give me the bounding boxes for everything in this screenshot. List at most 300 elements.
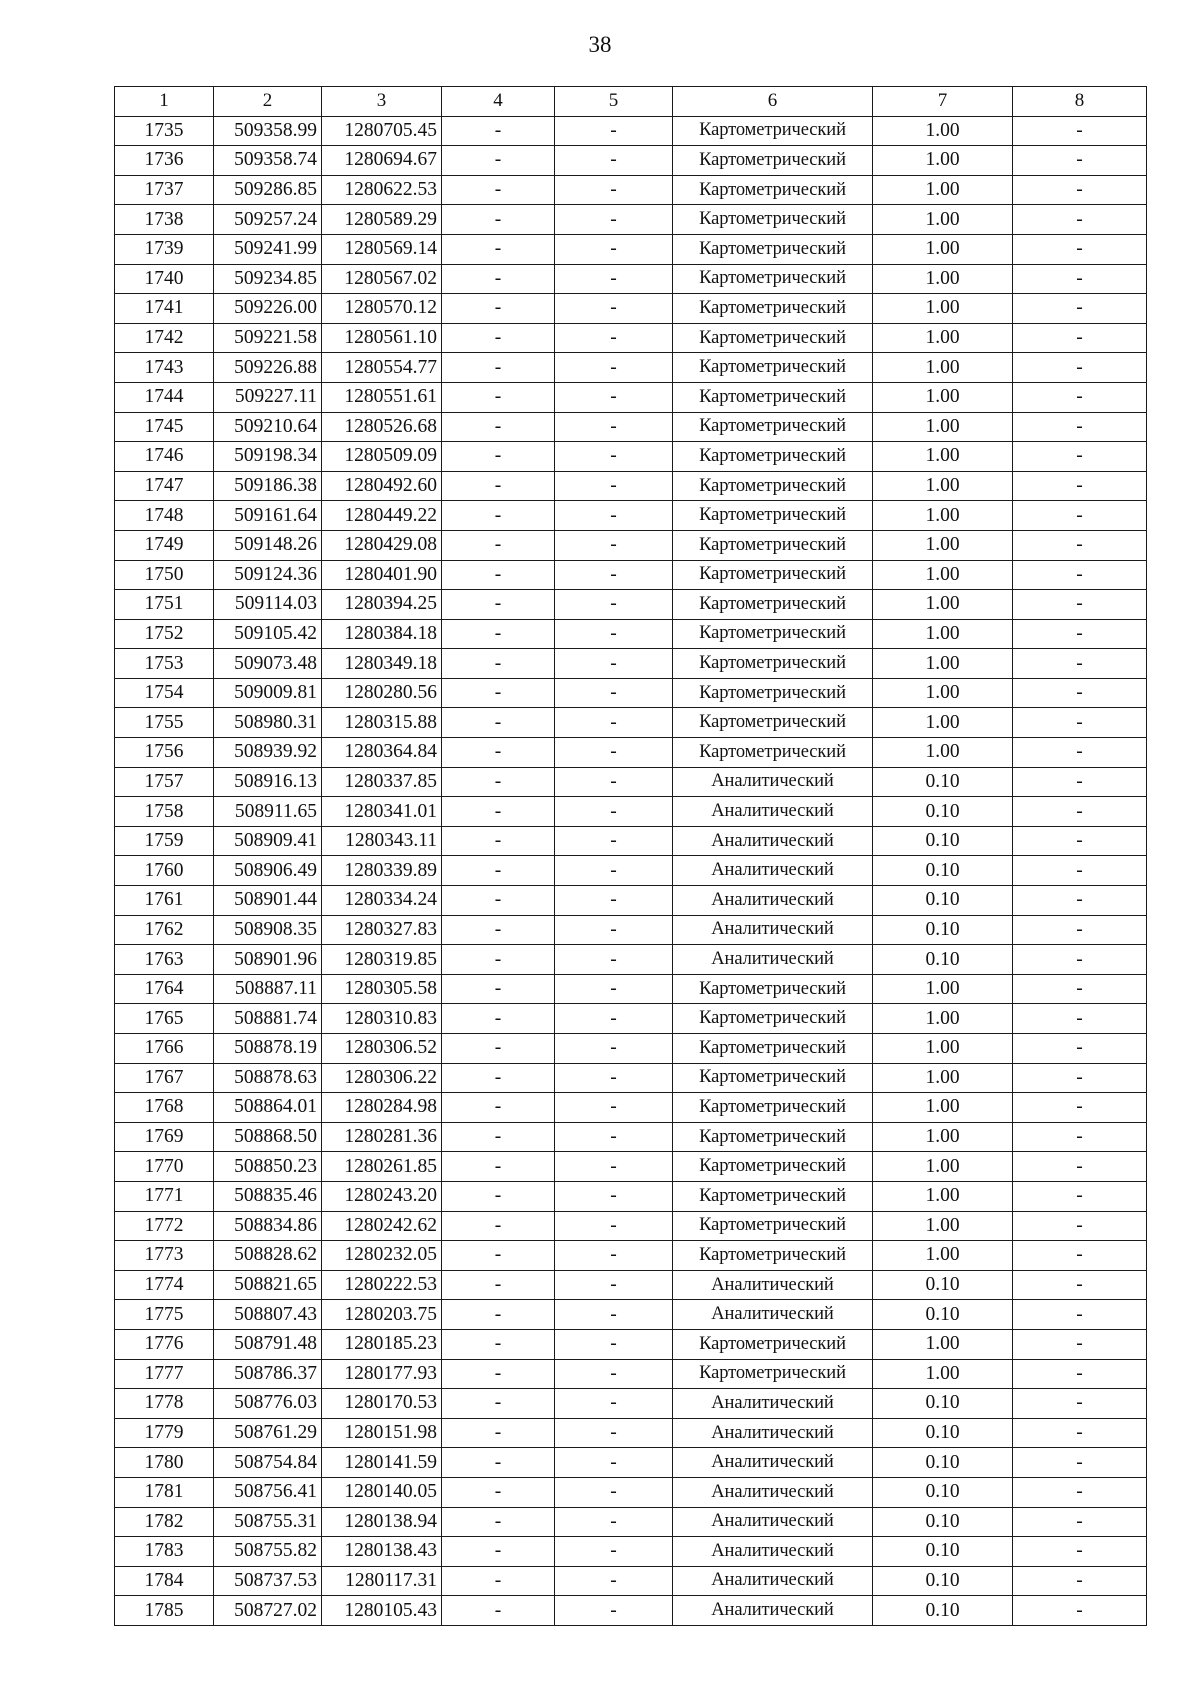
accuracy-cell: 1.00 [873, 323, 1013, 353]
col8-cell: - [1013, 175, 1147, 205]
x-coordinate-cell: 508901.44 [214, 886, 322, 916]
point-number-cell: 1758 [115, 797, 214, 827]
method-cell: Картометрический [673, 1152, 873, 1182]
y-coordinate-cell: 1280622.53 [322, 175, 442, 205]
accuracy-cell: 0.10 [873, 915, 1013, 945]
y-coordinate-cell: 1280526.68 [322, 412, 442, 442]
y-coordinate-cell: 1280339.89 [322, 856, 442, 886]
y-coordinate-cell: 1280561.10 [322, 323, 442, 353]
table-row [115, 1063, 1147, 1093]
accuracy-cell: 1.00 [873, 1211, 1013, 1241]
accuracy-cell: 1.00 [873, 560, 1013, 590]
y-coordinate-cell: 1280337.85 [322, 767, 442, 797]
col4-cell: - [442, 856, 555, 886]
col5-cell: - [555, 1004, 673, 1034]
x-coordinate-cell: 508850.23 [214, 1152, 322, 1182]
x-coordinate-cell: 509198.34 [214, 442, 322, 472]
x-coordinate-cell: 508807.43 [214, 1300, 322, 1330]
table-row [115, 974, 1147, 1004]
accuracy-cell: 0.10 [873, 1477, 1013, 1507]
point-number-cell: 1783 [115, 1537, 214, 1567]
col4-cell: - [442, 1063, 555, 1093]
col4-cell: - [442, 442, 555, 472]
col8-cell: - [1013, 974, 1147, 1004]
point-number-cell: 1752 [115, 619, 214, 649]
col8-cell: - [1013, 826, 1147, 856]
accuracy-cell: 1.00 [873, 1359, 1013, 1389]
table-row [115, 649, 1147, 679]
col8-cell: - [1013, 1063, 1147, 1093]
point-number-cell: 1772 [115, 1211, 214, 1241]
col8-cell: - [1013, 678, 1147, 708]
col5-cell: - [555, 412, 673, 442]
col5-cell: - [555, 116, 673, 146]
accuracy-cell: 1.00 [873, 442, 1013, 472]
method-cell: Картометрический [673, 708, 873, 738]
col4-cell: - [442, 826, 555, 856]
y-coordinate-cell: 1280177.93 [322, 1359, 442, 1389]
accuracy-cell: 1.00 [873, 590, 1013, 620]
col5-cell: - [555, 767, 673, 797]
col8-cell: - [1013, 382, 1147, 412]
y-coordinate-cell: 1280570.12 [322, 294, 442, 324]
col8-cell: - [1013, 1507, 1147, 1537]
method-cell: Картометрический [673, 1122, 873, 1152]
point-number-cell: 1762 [115, 915, 214, 945]
y-coordinate-cell: 1280319.85 [322, 945, 442, 975]
col5-cell: - [555, 1418, 673, 1448]
method-cell: Картометрический [673, 678, 873, 708]
point-number-cell: 1775 [115, 1300, 214, 1330]
col4-cell: - [442, 1537, 555, 1567]
x-coordinate-cell: 509161.64 [214, 501, 322, 531]
col8-cell: - [1013, 353, 1147, 383]
x-coordinate-cell: 508887.11 [214, 974, 322, 1004]
y-coordinate-cell: 1280306.22 [322, 1063, 442, 1093]
x-coordinate-cell: 509358.74 [214, 146, 322, 176]
col8-cell: - [1013, 590, 1147, 620]
col4-cell: - [442, 649, 555, 679]
point-number-cell: 1771 [115, 1181, 214, 1211]
table-row [115, 1093, 1147, 1123]
y-coordinate-cell: 1280170.53 [322, 1389, 442, 1419]
method-cell: Картометрический [673, 1004, 873, 1034]
method-cell: Аналитический [673, 1389, 873, 1419]
method-cell: Аналитический [673, 1596, 873, 1626]
column-header: 7 [873, 87, 1013, 117]
col4-cell: - [442, 915, 555, 945]
page-number: 38 [588, 32, 612, 57]
table-row [115, 1596, 1147, 1626]
col5-cell: - [555, 590, 673, 620]
col5-cell: - [555, 974, 673, 1004]
col8-cell: - [1013, 797, 1147, 827]
table-row [115, 1537, 1147, 1567]
accuracy-cell: 1.00 [873, 501, 1013, 531]
y-coordinate-cell: 1280429.08 [322, 530, 442, 560]
table-row [115, 1034, 1147, 1064]
x-coordinate-cell: 508791.48 [214, 1329, 322, 1359]
y-coordinate-cell: 1280232.05 [322, 1241, 442, 1271]
y-coordinate-cell: 1280343.11 [322, 826, 442, 856]
col5-cell: - [555, 1448, 673, 1478]
accuracy-cell: 0.10 [873, 1300, 1013, 1330]
y-coordinate-cell: 1280364.84 [322, 738, 442, 768]
method-cell: Картометрический [673, 382, 873, 412]
col5-cell: - [555, 1507, 673, 1537]
col8-cell: - [1013, 560, 1147, 590]
col5-cell: - [555, 560, 673, 590]
col4-cell: - [442, 560, 555, 590]
accuracy-cell: 1.00 [873, 1034, 1013, 1064]
accuracy-cell: 1.00 [873, 412, 1013, 442]
col5-cell: - [555, 1122, 673, 1152]
y-coordinate-cell: 1280243.20 [322, 1181, 442, 1211]
x-coordinate-cell: 508878.19 [214, 1034, 322, 1064]
point-number-cell: 1740 [115, 264, 214, 294]
table-row [115, 1507, 1147, 1537]
col4-cell: - [442, 590, 555, 620]
table-row [115, 945, 1147, 975]
x-coordinate-cell: 508916.13 [214, 767, 322, 797]
x-coordinate-cell: 509073.48 [214, 649, 322, 679]
col5-cell: - [555, 1270, 673, 1300]
point-number-cell: 1747 [115, 471, 214, 501]
accuracy-cell: 1.00 [873, 116, 1013, 146]
col5-cell: - [555, 1093, 673, 1123]
point-number-cell: 1782 [115, 1507, 214, 1537]
col8-cell: - [1013, 530, 1147, 560]
col4-cell: - [442, 797, 555, 827]
col4-cell: - [442, 412, 555, 442]
accuracy-cell: 1.00 [873, 974, 1013, 1004]
x-coordinate-cell: 508821.65 [214, 1270, 322, 1300]
col5-cell: - [555, 1181, 673, 1211]
accuracy-cell: 1.00 [873, 1241, 1013, 1271]
col8-cell: - [1013, 294, 1147, 324]
point-number-cell: 1757 [115, 767, 214, 797]
col5-cell: - [555, 619, 673, 649]
col4-cell: - [442, 1418, 555, 1448]
column-header: 3 [322, 87, 442, 117]
table-row [115, 471, 1147, 501]
y-coordinate-cell: 1280281.36 [322, 1122, 442, 1152]
col5-cell: - [555, 797, 673, 827]
col8-cell: - [1013, 264, 1147, 294]
table-row [115, 116, 1147, 146]
y-coordinate-cell: 1280509.09 [322, 442, 442, 472]
point-number-cell: 1765 [115, 1004, 214, 1034]
col4-cell: - [442, 619, 555, 649]
method-cell: Картометрический [673, 294, 873, 324]
col5-cell: - [555, 1063, 673, 1093]
method-cell: Картометрический [673, 560, 873, 590]
y-coordinate-cell: 1280327.83 [322, 915, 442, 945]
column-header: 1 [115, 87, 214, 117]
column-header: 6 [673, 87, 873, 117]
col4-cell: - [442, 471, 555, 501]
point-number-cell: 1776 [115, 1329, 214, 1359]
table-row [115, 234, 1147, 264]
col4-cell: - [442, 1004, 555, 1034]
point-number-cell: 1764 [115, 974, 214, 1004]
table-row [115, 1181, 1147, 1211]
col8-cell: - [1013, 1211, 1147, 1241]
col8-cell: - [1013, 1241, 1147, 1271]
table-row [115, 1152, 1147, 1182]
col5-cell: - [555, 1241, 673, 1271]
x-coordinate-cell: 509009.81 [214, 678, 322, 708]
col4-cell: - [442, 1448, 555, 1478]
col5-cell: - [555, 678, 673, 708]
x-coordinate-cell: 508911.65 [214, 797, 322, 827]
method-cell: Картометрический [673, 1093, 873, 1123]
table-row [115, 442, 1147, 472]
x-coordinate-cell: 508901.96 [214, 945, 322, 975]
col4-cell: - [442, 530, 555, 560]
col4-cell: - [442, 1300, 555, 1330]
y-coordinate-cell: 1280138.94 [322, 1507, 442, 1537]
col8-cell: - [1013, 767, 1147, 797]
table-row [115, 826, 1147, 856]
x-coordinate-cell: 508755.31 [214, 1507, 322, 1537]
col8-cell: - [1013, 1596, 1147, 1626]
point-number-cell: 1754 [115, 678, 214, 708]
table-row [115, 797, 1147, 827]
col8-cell: - [1013, 1152, 1147, 1182]
method-cell: Аналитический [673, 945, 873, 975]
point-number-cell: 1774 [115, 1270, 214, 1300]
x-coordinate-cell: 509124.36 [214, 560, 322, 590]
col5-cell: - [555, 1359, 673, 1389]
table-row [115, 382, 1147, 412]
accuracy-cell: 1.00 [873, 1122, 1013, 1152]
table-row [115, 1211, 1147, 1241]
accuracy-cell: 1.00 [873, 649, 1013, 679]
accuracy-cell: 0.10 [873, 1448, 1013, 1478]
point-number-cell: 1746 [115, 442, 214, 472]
col8-cell: - [1013, 1181, 1147, 1211]
point-number-cell: 1769 [115, 1122, 214, 1152]
col8-cell: - [1013, 1537, 1147, 1567]
y-coordinate-cell: 1280394.25 [322, 590, 442, 620]
table-row [115, 1448, 1147, 1478]
point-number-cell: 1756 [115, 738, 214, 768]
x-coordinate-cell: 508755.82 [214, 1537, 322, 1567]
col4-cell: - [442, 1596, 555, 1626]
method-cell: Аналитический [673, 1537, 873, 1567]
col5-cell: - [555, 1537, 673, 1567]
y-coordinate-cell: 1280567.02 [322, 264, 442, 294]
x-coordinate-cell: 509241.99 [214, 234, 322, 264]
point-number-cell: 1759 [115, 826, 214, 856]
y-coordinate-cell: 1280341.01 [322, 797, 442, 827]
x-coordinate-cell: 508908.35 [214, 915, 322, 945]
accuracy-cell: 1.00 [873, 1004, 1013, 1034]
col5-cell: - [555, 1477, 673, 1507]
col5-cell: - [555, 1211, 673, 1241]
table-row [115, 1359, 1147, 1389]
method-cell: Картометрический [673, 501, 873, 531]
accuracy-cell: 0.10 [873, 826, 1013, 856]
accuracy-cell: 1.00 [873, 678, 1013, 708]
point-number-cell: 1745 [115, 412, 214, 442]
x-coordinate-cell: 508776.03 [214, 1389, 322, 1419]
point-number-cell: 1780 [115, 1448, 214, 1478]
table-row [115, 708, 1147, 738]
col4-cell: - [442, 678, 555, 708]
table-row [115, 619, 1147, 649]
accuracy-cell: 1.00 [873, 471, 1013, 501]
y-coordinate-cell: 1280305.58 [322, 974, 442, 1004]
accuracy-cell: 1.00 [873, 264, 1013, 294]
col8-cell: - [1013, 886, 1147, 916]
accuracy-cell: 1.00 [873, 1093, 1013, 1123]
accuracy-cell: 1.00 [873, 234, 1013, 264]
col5-cell: - [555, 501, 673, 531]
table-row [115, 205, 1147, 235]
col5-cell: - [555, 353, 673, 383]
col5-cell: - [555, 234, 673, 264]
col5-cell: - [555, 856, 673, 886]
point-number-cell: 1743 [115, 353, 214, 383]
y-coordinate-cell: 1280310.83 [322, 1004, 442, 1034]
method-cell: Картометрический [673, 974, 873, 1004]
x-coordinate-cell: 509148.26 [214, 530, 322, 560]
accuracy-cell: 1.00 [873, 738, 1013, 768]
col8-cell: - [1013, 412, 1147, 442]
col5-cell: - [555, 264, 673, 294]
col5-cell: - [555, 649, 673, 679]
y-coordinate-cell: 1280554.77 [322, 353, 442, 383]
col8-cell: - [1013, 146, 1147, 176]
method-cell: Аналитический [673, 915, 873, 945]
y-coordinate-cell: 1280261.85 [322, 1152, 442, 1182]
point-number-cell: 1779 [115, 1418, 214, 1448]
table-row [115, 886, 1147, 916]
col8-cell: - [1013, 234, 1147, 264]
col8-cell: - [1013, 1004, 1147, 1034]
accuracy-cell: 1.00 [873, 205, 1013, 235]
col4-cell: - [442, 323, 555, 353]
coordinates-table [114, 86, 1147, 1626]
col8-cell: - [1013, 1093, 1147, 1123]
col8-cell: - [1013, 1566, 1147, 1596]
x-coordinate-cell: 508868.50 [214, 1122, 322, 1152]
x-coordinate-cell: 508754.84 [214, 1448, 322, 1478]
method-cell: Картометрический [673, 205, 873, 235]
accuracy-cell: 0.10 [873, 1389, 1013, 1419]
col4-cell: - [442, 1359, 555, 1389]
x-coordinate-cell: 508761.29 [214, 1418, 322, 1448]
table-row [115, 1004, 1147, 1034]
col4-cell: - [442, 767, 555, 797]
method-cell: Аналитический [673, 1418, 873, 1448]
col4-cell: - [442, 945, 555, 975]
y-coordinate-cell: 1280141.59 [322, 1448, 442, 1478]
x-coordinate-cell: 509105.42 [214, 619, 322, 649]
method-cell: Аналитический [673, 797, 873, 827]
col8-cell: - [1013, 1359, 1147, 1389]
col8-cell: - [1013, 945, 1147, 975]
method-cell: Картометрический [673, 264, 873, 294]
col8-cell: - [1013, 1477, 1147, 1507]
table-row [115, 294, 1147, 324]
x-coordinate-cell: 509210.64 [214, 412, 322, 442]
col4-cell: - [442, 353, 555, 383]
x-coordinate-cell: 508909.41 [214, 826, 322, 856]
x-coordinate-cell: 508864.01 [214, 1093, 322, 1123]
table-row [115, 1329, 1147, 1359]
method-cell: Картометрический [673, 1241, 873, 1271]
point-number-cell: 1737 [115, 175, 214, 205]
col8-cell: - [1013, 205, 1147, 235]
x-coordinate-cell: 509114.03 [214, 590, 322, 620]
col5-cell: - [555, 146, 673, 176]
y-coordinate-cell: 1280401.90 [322, 560, 442, 590]
table-row [115, 560, 1147, 590]
col4-cell: - [442, 1241, 555, 1271]
table-row [115, 264, 1147, 294]
col4-cell: - [442, 1034, 555, 1064]
column-header: 4 [442, 87, 555, 117]
col5-cell: - [555, 1329, 673, 1359]
col8-cell: - [1013, 471, 1147, 501]
table-row [115, 1300, 1147, 1330]
accuracy-cell: 1.00 [873, 1181, 1013, 1211]
y-coordinate-cell: 1280284.98 [322, 1093, 442, 1123]
point-number-cell: 1741 [115, 294, 214, 324]
col5-cell: - [555, 915, 673, 945]
col5-cell: - [555, 1566, 673, 1596]
y-coordinate-cell: 1280551.61 [322, 382, 442, 412]
col8-cell: - [1013, 1329, 1147, 1359]
y-coordinate-cell: 1280694.67 [322, 146, 442, 176]
col4-cell: - [442, 234, 555, 264]
point-number-cell: 1760 [115, 856, 214, 886]
x-coordinate-cell: 509234.85 [214, 264, 322, 294]
y-coordinate-cell: 1280138.43 [322, 1537, 442, 1567]
y-coordinate-cell: 1280151.98 [322, 1418, 442, 1448]
table-row [115, 1477, 1147, 1507]
method-cell: Картометрический [673, 1181, 873, 1211]
accuracy-cell: 1.00 [873, 1063, 1013, 1093]
table-row [115, 856, 1147, 886]
col5-cell: - [555, 886, 673, 916]
col4-cell: - [442, 501, 555, 531]
x-coordinate-cell: 508980.31 [214, 708, 322, 738]
table-row [115, 323, 1147, 353]
x-coordinate-cell: 509221.58 [214, 323, 322, 353]
y-coordinate-cell: 1280280.56 [322, 678, 442, 708]
accuracy-cell: 0.10 [873, 1418, 1013, 1448]
col4-cell: - [442, 708, 555, 738]
method-cell: Картометрический [673, 323, 873, 353]
point-number-cell: 1736 [115, 146, 214, 176]
method-cell: Аналитический [673, 886, 873, 916]
x-coordinate-cell: 508878.63 [214, 1063, 322, 1093]
method-cell: Картометрический [673, 146, 873, 176]
col8-cell: - [1013, 619, 1147, 649]
col8-cell: - [1013, 708, 1147, 738]
table-row [115, 678, 1147, 708]
col4-cell: - [442, 1389, 555, 1419]
table-row [115, 530, 1147, 560]
method-cell: Аналитический [673, 1507, 873, 1537]
col8-cell: - [1013, 1448, 1147, 1478]
y-coordinate-cell: 1280315.88 [322, 708, 442, 738]
col5-cell: - [555, 471, 673, 501]
